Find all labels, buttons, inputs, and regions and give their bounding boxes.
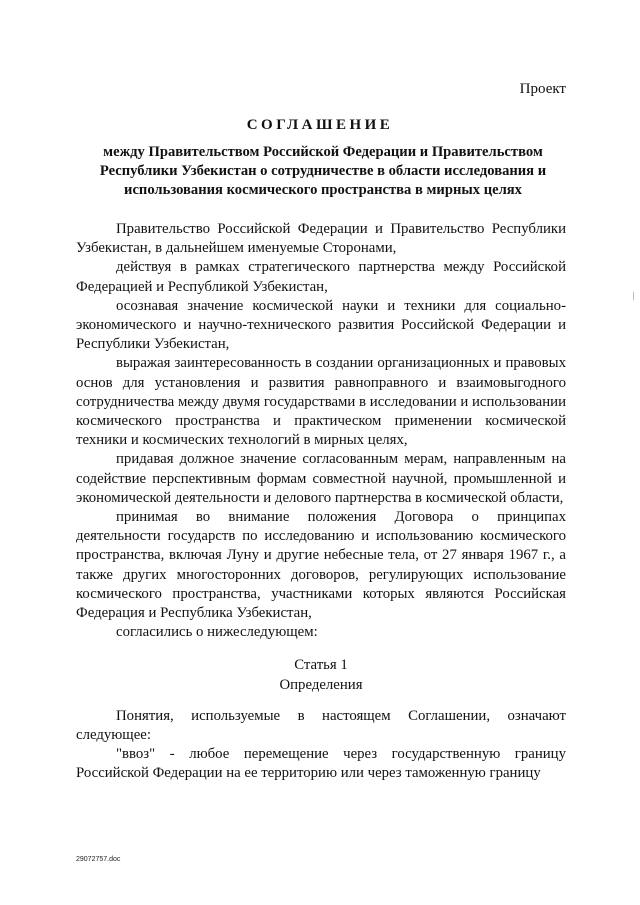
preamble-paragraph: Правительство Российской Федерации и Правительство Республики Узбекистан, в дальнейшем именуемые Сторонами,	[76, 221, 566, 257]
footer-filename: 29072757.doc	[76, 856, 121, 863]
draft-label: Проект	[519, 81, 566, 97]
article-paragraph: Понятия, используемые в настоящем Соглашении, означают следующее:	[76, 707, 566, 744]
preamble-paragraph: согласились о нижеследующем:	[116, 624, 318, 641]
preamble-paragraph: осознавая значение космической науки и техники для социально-экономического и научно-технического развития Российской Федерации и Республики Узбекистан,	[76, 297, 566, 353]
preamble-paragraph: принимая во внимание положения Договора о принципах деятельности государств по исследованию и использованию космического пространства, включая Луну и другие небесные тела, от 27 января 1967 г., а также других многосторонних договоров, регулирующих использование космического пространства, участниками которых являются Российская Федерация и Республика Узбекистан,	[76, 509, 566, 622]
article-heading: Определения	[279, 676, 363, 693]
article-paragraph: "ввоз" - любое перемещение через государственную границу Российской Федерации на ее территорию или через таможенную границу	[76, 746, 566, 782]
margin-mark	[633, 292, 634, 300]
article-number: Статья 1	[294, 657, 348, 674]
document-title: СОГЛАШЕНИЕ	[246, 117, 394, 133]
document-body	[76, 220, 566, 784]
preamble-paragraph: придавая должное значение согласованным мерам, направленным на содействие перспективным формам совместной научной, промышленной и экономической деятельности и делового партнерства в космической области,	[76, 451, 566, 506]
preamble-paragraph: действуя в рамках стратегического партнерства между Российской Федерацией и Республикой Узбекистан,	[76, 259, 566, 295]
article-header	[76, 656, 566, 694]
document-subtitle: между Правительством Российской Федерации и Правительством Республики Узбекистан о сотрудничестве в области исследования и использования космического пространства в мирных целях	[99, 144, 547, 198]
preamble-paragraph: выражая заинтересованность в создании организационных и правовых основ для установления и развития равноправного и взаимовыгодного сотрудничества между двумя государствами в исследовании и использовании космического пространства и практическом применении космической техники и космических технологий в мирных целях,	[76, 355, 566, 449]
